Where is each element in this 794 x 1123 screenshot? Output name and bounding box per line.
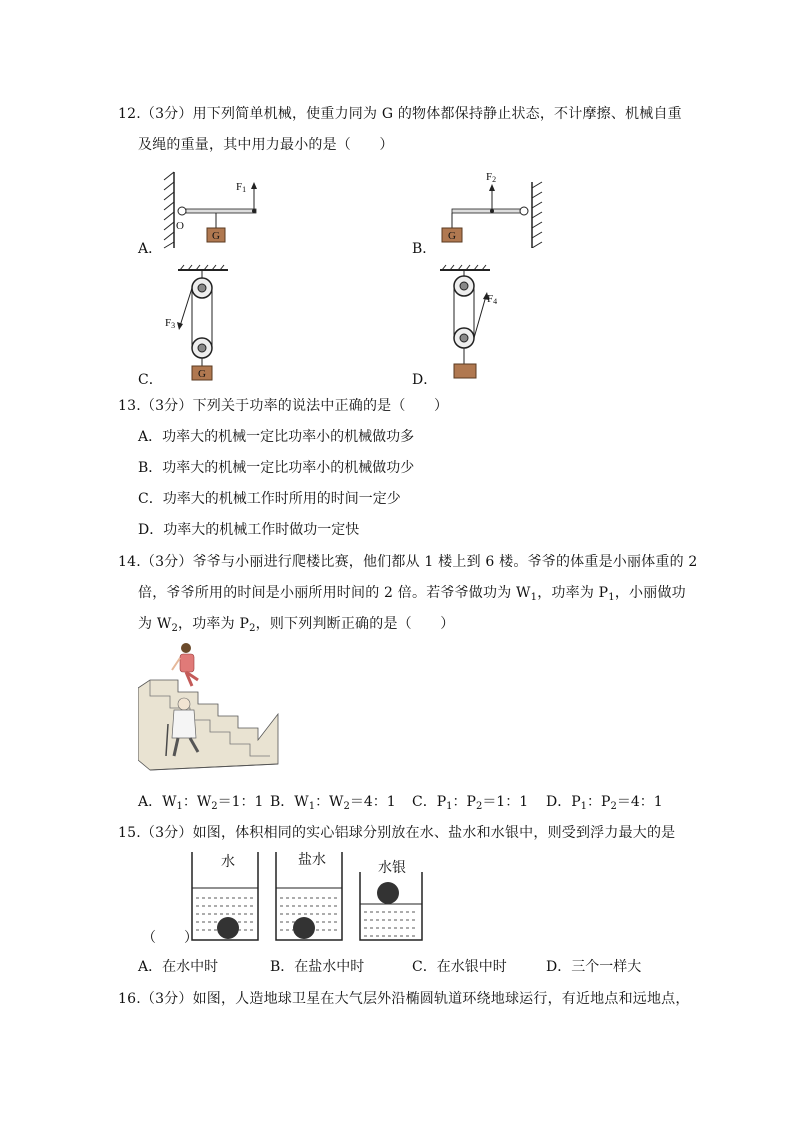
aluminum-ball [377,882,399,904]
q12-option-a-label: A． [138,241,163,257]
q12-figure-d [432,264,522,382]
q14-option-c: C．$P_1$：$P_2=1$：1 [412,794,529,812]
q15-option-c: C．在水银中时 [412,959,507,975]
q13-option-a: A．功率大的机械一定比功率小的机械做功多 [138,429,415,445]
q16-stem: 16.（3分）如图，人造地球卫星在大气层外沿椭圆轨道环绕地球运行，有近地点和远地点， [118,991,690,1007]
beaker-label: 水 [221,855,235,870]
staircase [138,680,278,770]
q14-stem-line3: 为 $W_2$，功率为 $P_2$，则下列判断正确的是（ ） [138,616,455,634]
q14-option-b: B．$W_1$：$W_2=4$：1 [270,794,396,812]
q13-option-d: D．功率大的机械工作时做功一定快 [138,522,360,538]
q14-option-d: D．$P_1$：$P_2=4$：1 [546,794,663,812]
force-f2-label: F2 [486,171,497,184]
beaker-mercury [360,859,422,940]
weight-label: G [212,230,220,242]
q12-figure-c [160,264,250,382]
aluminum-ball [217,917,239,939]
q14-options [138,791,263,812]
q14-stem-line2: 倍，爷爷所用的时间是小丽所用时间的 2 倍。若爷爷做功为 $W_1$，功率为 $P_1$，小丽做功 [138,585,686,603]
q13-stem: 13.（3分）下列关于功率的说法中正确的是（ ） [118,398,449,414]
beaker-water [192,852,258,940]
beaker-label: 盐水 [298,853,326,868]
beaker-label: 水银 [378,861,406,876]
q13-option-c: C．功率大的机械工作时所用的时间一定少 [138,491,401,507]
weight-label: G [198,368,206,380]
q12-stem-line2: 及绳的重量，其中用力最小的是（ ） [138,137,394,153]
q13-option-b: B．功率大的机械一定比功率小的机械做功少 [138,460,415,476]
force-f1-label: F1 [236,181,247,194]
ceiling-hatch [440,265,490,270]
pivot-icon [520,207,528,215]
force-arrow-icon [489,184,495,191]
q15-answer-paren: （ ） [142,930,198,946]
q14-option-a: A．$W_1$：$W_2=1$：1 [138,794,264,812]
weight-label: G [448,230,456,242]
q12-option-b-label: B． [412,241,437,257]
stair-climbing-illustration [138,640,280,774]
lever-bar [186,209,256,213]
q12-figure-a [160,170,280,250]
q15-option-d: D．三个一样大 [546,959,642,975]
q15-option-b: B．在盐水中时 [270,959,365,975]
q14-stem-line1: 14.（3分）爷爷与小丽进行爬楼比赛，他们都从 1 楼上到 6 楼。爷爷的体重是小丽体重的 2 [118,554,698,570]
force-arrow-icon [251,182,257,189]
weight-box [454,364,476,378]
pivot-icon [178,207,186,215]
force-arrow-icon [177,322,183,330]
force-f4-label: F4 [487,293,498,306]
ceiling-hatch [178,265,228,270]
pivot-label: O [176,220,184,232]
q12-figure-b [436,168,556,248]
force-f3-label: F3 [165,317,176,330]
q15-option-a: A．在水中时 [138,959,219,975]
aluminum-ball [293,917,315,939]
lever-bar [452,209,524,213]
wall-hatch [164,172,174,248]
girl-figure [172,643,198,686]
q15-stem: 15.（3分）如图，体积相同的实心铝球分别放在水、盐水和水银中，则受到浮力最大的是 [118,825,676,841]
beaker-salt-water [276,851,342,940]
q15-beakers-figure [186,848,432,944]
q12-option-d-label: D． [412,372,438,388]
q12-option-c-label: C． [138,372,163,388]
q12-stem-line1: 12.（3分）用下列简单机械，使重力同为 G 的物体都保持静止状态，不计摩擦、机械自重 [118,106,682,122]
wall-hatch [532,182,542,248]
